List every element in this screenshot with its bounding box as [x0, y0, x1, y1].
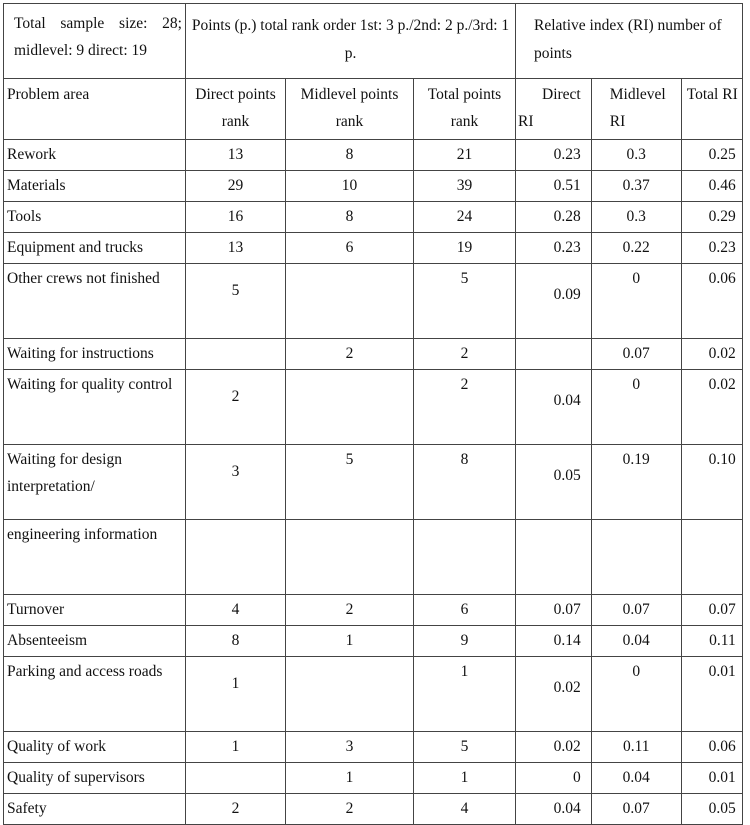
cell-direct-points: 5	[186, 264, 286, 339]
cell-midlevel-points	[286, 264, 414, 339]
cell-direct-points	[186, 339, 286, 370]
cell-total-ri: 0.06	[681, 732, 742, 763]
cell-midlevel-points	[286, 657, 414, 732]
cell-midlevel-points	[286, 520, 414, 595]
cell-direct-points: 16	[186, 202, 286, 233]
cell-problem-area: Waiting for quality control	[4, 370, 186, 445]
cell-direct-ri: 0.05	[516, 445, 592, 520]
cell-problem-area: Tools	[4, 202, 186, 233]
table-row	[4, 171, 743, 202]
cell-problem-area: Turnover	[4, 595, 186, 626]
cell-problem-area: Rework	[4, 140, 186, 171]
cell-total-points: 8	[414, 445, 516, 520]
cell-direct-ri: 0.23	[516, 233, 592, 264]
cell-direct-points: 4	[186, 595, 286, 626]
cell-direct-ri: 0.23	[516, 140, 592, 171]
cell-direct-points: 3	[186, 445, 286, 520]
cell-direct-points: 13	[186, 233, 286, 264]
col-header-direct-points: Direct points rank	[186, 79, 286, 140]
cell-midlevel-ri: 0.3	[591, 202, 681, 233]
cell-midlevel-points: 8	[286, 202, 414, 233]
col-header-midlevel-ri: Midlevel RI	[591, 79, 681, 140]
table-row	[4, 520, 743, 595]
cell-problem-area: Parking and access roads	[4, 657, 186, 732]
cell-problem-area: Quality of supervisors	[4, 763, 186, 794]
cell-total-points: 21	[414, 140, 516, 171]
cell-direct-ri: 0.07	[516, 595, 592, 626]
cell-direct-ri	[516, 520, 592, 595]
cell-total-points: 19	[414, 233, 516, 264]
table-row	[4, 339, 743, 370]
table-row	[4, 794, 743, 825]
cell-midlevel-points: 2	[286, 794, 414, 825]
table-row	[4, 657, 743, 732]
table-row	[4, 445, 743, 520]
cell-midlevel-points: 5	[286, 445, 414, 520]
cell-midlevel-points: 2	[286, 339, 414, 370]
cell-total-ri: 0.29	[681, 202, 742, 233]
cell-total-points: 5	[414, 264, 516, 339]
cell-midlevel-points: 1	[286, 763, 414, 794]
table-row	[4, 626, 743, 657]
cell-problem-area: Quality of work	[4, 732, 186, 763]
cell-total-ri: 0.23	[681, 233, 742, 264]
cell-total-points: 6	[414, 595, 516, 626]
header-row-columns	[4, 79, 743, 140]
relative-index-header: Relative index (RI) number of points	[516, 4, 743, 79]
cell-midlevel-ri: 0	[591, 657, 681, 732]
cell-direct-ri: 0.09	[516, 264, 592, 339]
cell-total-points: 39	[414, 171, 516, 202]
cell-total-points: 24	[414, 202, 516, 233]
cell-direct-ri: 0.04	[516, 370, 592, 445]
table-row	[4, 202, 743, 233]
col-header-total-points: Total points rank	[414, 79, 516, 140]
cell-midlevel-ri: 0.07	[591, 339, 681, 370]
cell-direct-points: 2	[186, 794, 286, 825]
cell-total-points: 9	[414, 626, 516, 657]
cell-direct-ri: 0	[516, 763, 592, 794]
table-row	[4, 233, 743, 264]
cell-midlevel-ri: 0.04	[591, 763, 681, 794]
cell-direct-ri	[516, 339, 592, 370]
cell-midlevel-ri	[591, 520, 681, 595]
table-row	[4, 732, 743, 763]
cell-midlevel-ri: 0.37	[591, 171, 681, 202]
cell-direct-points: 8	[186, 626, 286, 657]
cell-direct-points: 29	[186, 171, 286, 202]
cell-total-ri: 0.02	[681, 370, 742, 445]
cell-midlevel-ri: 0.04	[591, 626, 681, 657]
table-row	[4, 595, 743, 626]
cell-problem-area: engineering information	[4, 520, 186, 595]
cell-total-ri	[681, 520, 742, 595]
cell-problem-area: Safety	[4, 794, 186, 825]
cell-direct-points: 1	[186, 657, 286, 732]
col-header-midlevel-points: Midlevel points rank	[286, 79, 414, 140]
cell-direct-points	[186, 520, 286, 595]
cell-total-points: 2	[414, 370, 516, 445]
cell-midlevel-ri: 0.22	[591, 233, 681, 264]
cell-midlevel-ri: 0	[591, 370, 681, 445]
cell-problem-area: Waiting for instructions	[4, 339, 186, 370]
cell-direct-ri: 0.14	[516, 626, 592, 657]
cell-midlevel-points	[286, 370, 414, 445]
header-row-top	[4, 4, 743, 79]
cell-direct-ri: 0.02	[516, 732, 592, 763]
cell-problem-area: Waiting for design interpretation/	[4, 445, 186, 520]
cell-midlevel-points: 3	[286, 732, 414, 763]
cell-direct-ri: 0.51	[516, 171, 592, 202]
cell-total-points: 1	[414, 763, 516, 794]
cell-midlevel-ri: 0.07	[591, 595, 681, 626]
cell-midlevel-points: 8	[286, 140, 414, 171]
cell-midlevel-points: 1	[286, 626, 414, 657]
cell-problem-area: Equipment and trucks	[4, 233, 186, 264]
cell-total-ri: 0.01	[681, 763, 742, 794]
cell-midlevel-ri: 0	[591, 264, 681, 339]
cell-total-ri: 0.11	[681, 626, 742, 657]
cell-midlevel-ri: 0.19	[591, 445, 681, 520]
table-row	[4, 140, 743, 171]
cell-problem-area: Materials	[4, 171, 186, 202]
cell-total-points: 1	[414, 657, 516, 732]
cell-total-ri: 0.46	[681, 171, 742, 202]
table-body	[4, 140, 743, 825]
cell-direct-ri: 0.28	[516, 202, 592, 233]
cell-midlevel-points: 2	[286, 595, 414, 626]
cell-midlevel-ri: 0.07	[591, 794, 681, 825]
cell-direct-ri: 0.04	[516, 794, 592, 825]
cell-problem-area: Absenteeism	[4, 626, 186, 657]
cell-total-points: 2	[414, 339, 516, 370]
cell-midlevel-points: 6	[286, 233, 414, 264]
cell-total-points: 4	[414, 794, 516, 825]
col-header-total-ri: Total RI	[681, 79, 742, 140]
col-header-direct-ri: Direct RI	[516, 79, 592, 140]
cell-midlevel-points: 10	[286, 171, 414, 202]
cell-direct-points: 2	[186, 370, 286, 445]
cell-direct-points: 1	[186, 732, 286, 763]
table-row	[4, 264, 743, 339]
cell-total-ri: 0.05	[681, 794, 742, 825]
cell-direct-points: 13	[186, 140, 286, 171]
table-row	[4, 370, 743, 445]
cell-total-ri: 0.06	[681, 264, 742, 339]
sample-size-header: Total sample size: 28; midlevel: 9 direct: 19	[4, 4, 186, 79]
cell-direct-ri: 0.02	[516, 657, 592, 732]
col-header-problem-area: Problem area	[4, 79, 186, 140]
cell-total-ri: 0.25	[681, 140, 742, 171]
cell-total-ri: 0.10	[681, 445, 742, 520]
cell-midlevel-ri: 0.3	[591, 140, 681, 171]
cell-total-ri: 0.01	[681, 657, 742, 732]
cell-problem-area: Other crews not finished	[4, 264, 186, 339]
cell-total-ri: 0.02	[681, 339, 742, 370]
cell-direct-points	[186, 763, 286, 794]
cell-total-points	[414, 520, 516, 595]
points-header: Points (p.) total rank order 1st: 3 p./2nd: 2 p./3rd: 1 p.	[186, 4, 516, 79]
cell-midlevel-ri: 0.11	[591, 732, 681, 763]
table-row	[4, 763, 743, 794]
cell-total-ri: 0.07	[681, 595, 742, 626]
problem-area-ranking-table	[3, 3, 743, 825]
cell-total-points: 5	[414, 732, 516, 763]
